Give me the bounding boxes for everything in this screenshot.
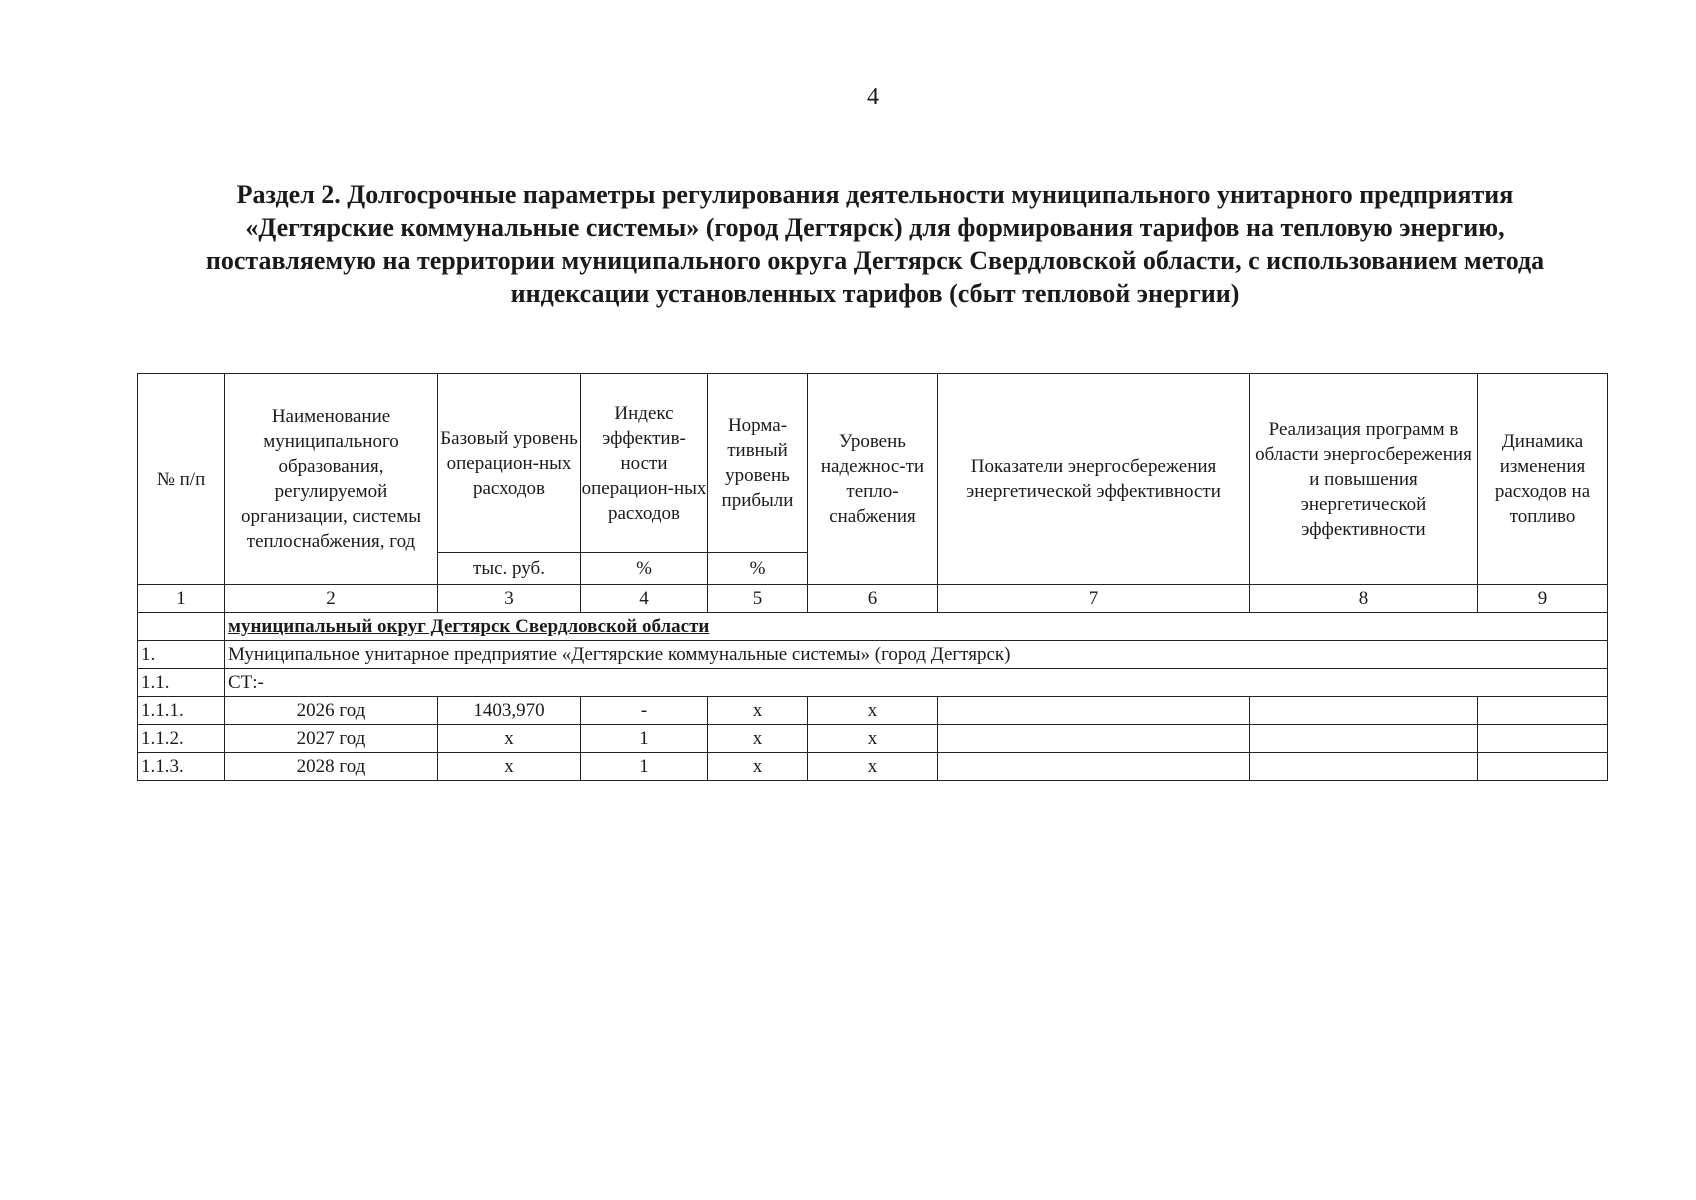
row-energy-saving (938, 725, 1250, 753)
header-row (138, 374, 1608, 553)
table-row (138, 697, 1608, 725)
unit-normative-profit: % (708, 553, 808, 585)
page-number: 4 (867, 84, 879, 110)
row-energy-saving (938, 753, 1250, 781)
title-line: поставляемую на территории муниципального округа Дегтярск Свердловской области, с использованием метода (205, 246, 1545, 275)
row-normative-profit: х (708, 725, 808, 753)
title-line: «Дегтярские коммунальные системы» (город Дегтярск) для формирования тарифов на тепловую энергию, (245, 213, 1505, 242)
region-label: муниципальный округ Дегтярск Свердловской области (228, 616, 710, 637)
column-number: 8 (1250, 585, 1478, 613)
row-efficiency-index: - (581, 697, 708, 725)
row-programs (1250, 753, 1478, 781)
system-name: СТ:- (225, 669, 1608, 697)
row-fuel-dynamics (1478, 725, 1608, 753)
column-numbers-row (138, 585, 1608, 613)
table-row (138, 753, 1608, 781)
column-number: 4 (581, 585, 708, 613)
row-number: 1.1.3. (138, 753, 225, 781)
column-number: 7 (938, 585, 1250, 613)
organization-row (138, 641, 1608, 669)
row-base-opex: х (438, 725, 581, 753)
header-name: Наименование муниципального образования, регулируемой организации, системы теплоснабжения, год (225, 374, 438, 585)
row-normative-profit: х (708, 753, 808, 781)
region-name (225, 613, 1608, 641)
header-fuel-dynamics: Динамика изменения расходов на топливо (1478, 374, 1608, 585)
column-number: 2 (225, 585, 438, 613)
region-number-cell (138, 613, 225, 641)
row-number: 1.1.2. (138, 725, 225, 753)
row-energy-saving (938, 697, 1250, 725)
section-title (130, 178, 1620, 310)
row-efficiency-index: 1 (581, 753, 708, 781)
system-row (138, 669, 1608, 697)
row-year: 2027 год (225, 725, 438, 753)
row-reliability: х (808, 697, 938, 725)
row-efficiency-index: 1 (581, 725, 708, 753)
column-number: 3 (438, 585, 581, 613)
row-number: 1.1.1. (138, 697, 225, 725)
region-row (138, 613, 1608, 641)
row-reliability: х (808, 753, 938, 781)
column-number: 9 (1478, 585, 1608, 613)
header-energy-saving: Показатели энергосбережения энергетической эффективности (938, 374, 1250, 585)
header-efficiency-index: Индекс эффектив-ности операцион-ных расходов (581, 374, 708, 553)
header-programs: Реализация программ в области энергосбережения и повышения энергетической эффективности (1250, 374, 1478, 585)
header-reliability: Уровень надежнос-ти тепло-снабжения (808, 374, 938, 585)
parameters-table (137, 373, 1608, 781)
column-number: 1 (138, 585, 225, 613)
title-line: индексации установленных тарифов (сбыт тепловой энергии) (510, 279, 1240, 308)
row-programs (1250, 697, 1478, 725)
row-fuel-dynamics (1478, 697, 1608, 725)
row-base-opex: х (438, 753, 581, 781)
title-line: Раздел 2. Долгосрочные параметры регулирования деятельности муниципального унитарного предприятия (236, 180, 1514, 209)
unit-efficiency-index: % (581, 553, 708, 585)
row-normative-profit: х (708, 697, 808, 725)
row-fuel-dynamics (1478, 753, 1608, 781)
header-base-opex: Базовый уровень операцион-ных расходов (438, 374, 581, 553)
organization-number: 1. (138, 641, 225, 669)
column-number: 6 (808, 585, 938, 613)
column-number: 5 (708, 585, 808, 613)
row-year: 2026 год (225, 697, 438, 725)
row-base-opex: 1403,970 (438, 697, 581, 725)
table-row (138, 725, 1608, 753)
row-programs (1250, 725, 1478, 753)
row-reliability: х (808, 725, 938, 753)
system-number: 1.1. (138, 669, 225, 697)
header-normative-profit: Норма-тивный уровень прибыли (708, 374, 808, 553)
organization-name: Муниципальное унитарное предприятие «Дегтярские коммунальные системы» (город Дегтярск) (225, 641, 1608, 669)
unit-base-opex: тыс. руб. (438, 553, 581, 585)
header-number: № п/п (138, 374, 225, 585)
row-year: 2028 год (225, 753, 438, 781)
